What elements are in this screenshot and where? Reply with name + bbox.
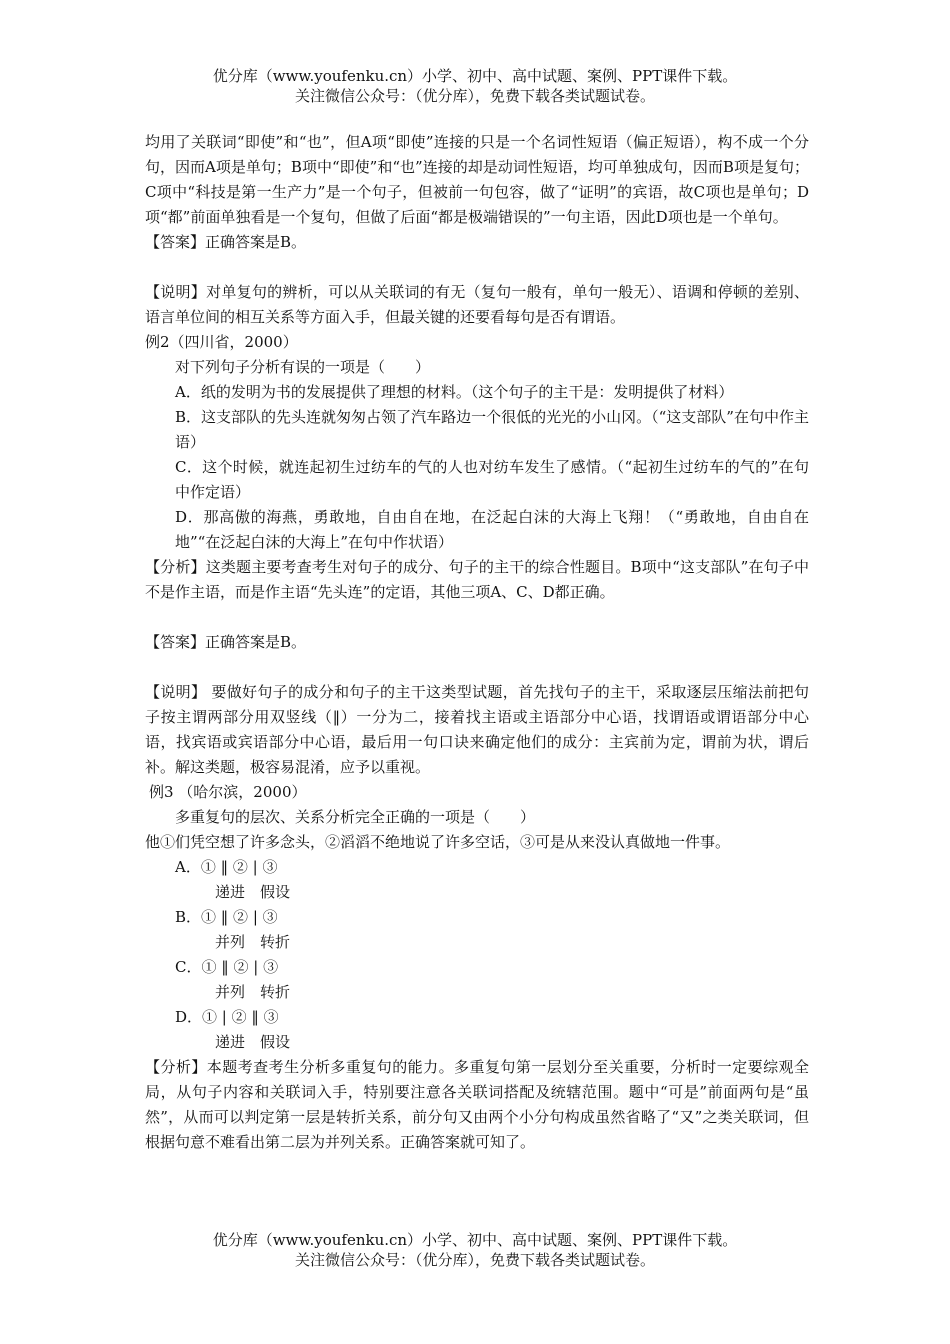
- example-3-option-c: C．① ‖ ② | ③: [175, 958, 279, 976]
- note-2: 【说明】 要做好句子的成分和句子的主干这类型试题，首先找句子的主干，采取逐层压缩法前把句子按主谓两部分用双竖线（‖）一分为二，接着找主语或主语部分中心语，找谓语或谓语部分中心语，找宾语或宾语部分中心语，最后用一句口诀来确定他们的成分：主宾前为定，谓前为状，谓后补。解这类题，极容易混淆，应予以重视。: [145, 683, 809, 776]
- spacer: [145, 255, 809, 280]
- example-2-option-d: D．那高傲的海燕，勇敢地，自由自在地，在泛起白沫的大海上飞翔！（“勇敢地，自由自在地”“在泛起白沫的大海上”在句中作状语）: [175, 508, 809, 551]
- example-2-option-c: C．这个时候，就连起初生过纺车的气的人也对纺车发生了感情。（“起初生过纺车的气的”在句中作定语）: [175, 458, 809, 501]
- analysis-3: 【分析】本题考查考生分析多重复句的能力。多重复句第一层划分至关重要，分析时一定要综观全局，从句子内容和关联词入手，特别要注意各关联词搭配及统辖范围。题中“可是”前面两句是“虽然”，从而可以判定第一层是转折关系，前分句又由两个小分句构成虽然省略了“又”之类关联词，但根据句意不难看出第二层为并列关系。正确答案就可知了。: [145, 1058, 809, 1151]
- header-line-2: 关注微信公众号：（优分库），免费下载各类试题试卷。: [294, 87, 655, 105]
- example-2-title: 例2（四川省，2000）: [145, 333, 298, 351]
- example-3-option-b: B．① ‖ ② | ③: [175, 908, 278, 926]
- footer-line-2: 关注微信公众号：（优分库），免费下载各类试题试卷。: [294, 1251, 655, 1269]
- page-footer: [0, 1230, 950, 1270]
- example-3-option-d-relations: 递进 假设: [215, 1033, 291, 1051]
- note-1: 【说明】对单复句的辨析，可以从关联词的有无（复句一般有，单句一般无）、语调和停顿的差别、语言单位间的相互关系等方面入手，但最关键的还要看每句是否有谓语。: [145, 283, 809, 326]
- example-3-question: 多重复句的层次、关系分析完全正确的一项是（ ）: [175, 808, 536, 826]
- example-3-option-d: D．① | ② ‖ ③: [175, 1008, 279, 1026]
- document-body: [145, 130, 809, 1155]
- spacer: [145, 655, 809, 680]
- answer-1: 【答案】正确答案是B。: [145, 233, 307, 251]
- analysis-2: 【分析】这类题主要考查考生对句子的成分、句子的主干的综合性题目。B项中“这支部队”在句子中不是作主语，而是作主语“先头连”的定语，其他三项A、C、D都正确。: [145, 558, 809, 601]
- example-3-option-c-relations: 并列 转折: [215, 983, 291, 1001]
- example-2-option-b: B．这支部队的先头连就匆匆占领了汽车路边一个很低的光光的小山冈。（“这支部队”在句中作主语）: [175, 408, 809, 451]
- paragraph-explanation: 均用了关联词“即使”和“也”，但A项“即使”连接的只是一个名词性短语（偏正短语），构不成一个分句，因而A项是单句；B项中“即使”和“也”连接的却是动词性短语，均可单独成句，因而B项是复句；C项中“科技是第一生产力”是一个句子，但被前一句包容，做了“证明”的宾语，故C项也是单句；D项“都”前面单独看是一个复句，但做了后面“都是极端错误的”一句主语，因此D项也是一个单句。: [145, 133, 809, 226]
- example-3-option-a-relations: 递进 假设: [215, 883, 291, 901]
- example-3-sentence: 他①们凭空想了许多念头，②滔滔不绝地说了许多空话，③可是从来没认真做地一件事。: [145, 833, 731, 851]
- page-header: [0, 66, 950, 106]
- example-3-title: 例3 （哈尔滨，2000）: [149, 783, 307, 801]
- spacer: [145, 605, 809, 630]
- answer-2: 【答案】正确答案是B。: [145, 633, 307, 651]
- example-3-option-b-relations: 并列 转折: [215, 933, 291, 951]
- header-line-1: 优分库（www.youfenku.cn）小学、初中、高中试题、案例、PPT课件下载。: [212, 67, 738, 85]
- example-2-question: 对下列句子分析有误的一项是（ ）: [175, 358, 431, 376]
- footer-line-1: 优分库（www.youfenku.cn）小学、初中、高中试题、案例、PPT课件下载。: [212, 1231, 738, 1249]
- example-2-option-a: A．纸的发明为书的发展提供了理想的材料。（这个句子的主干是：发明提供了材料）: [175, 383, 734, 401]
- example-3-option-a: A．① ‖ ② | ③: [175, 858, 278, 876]
